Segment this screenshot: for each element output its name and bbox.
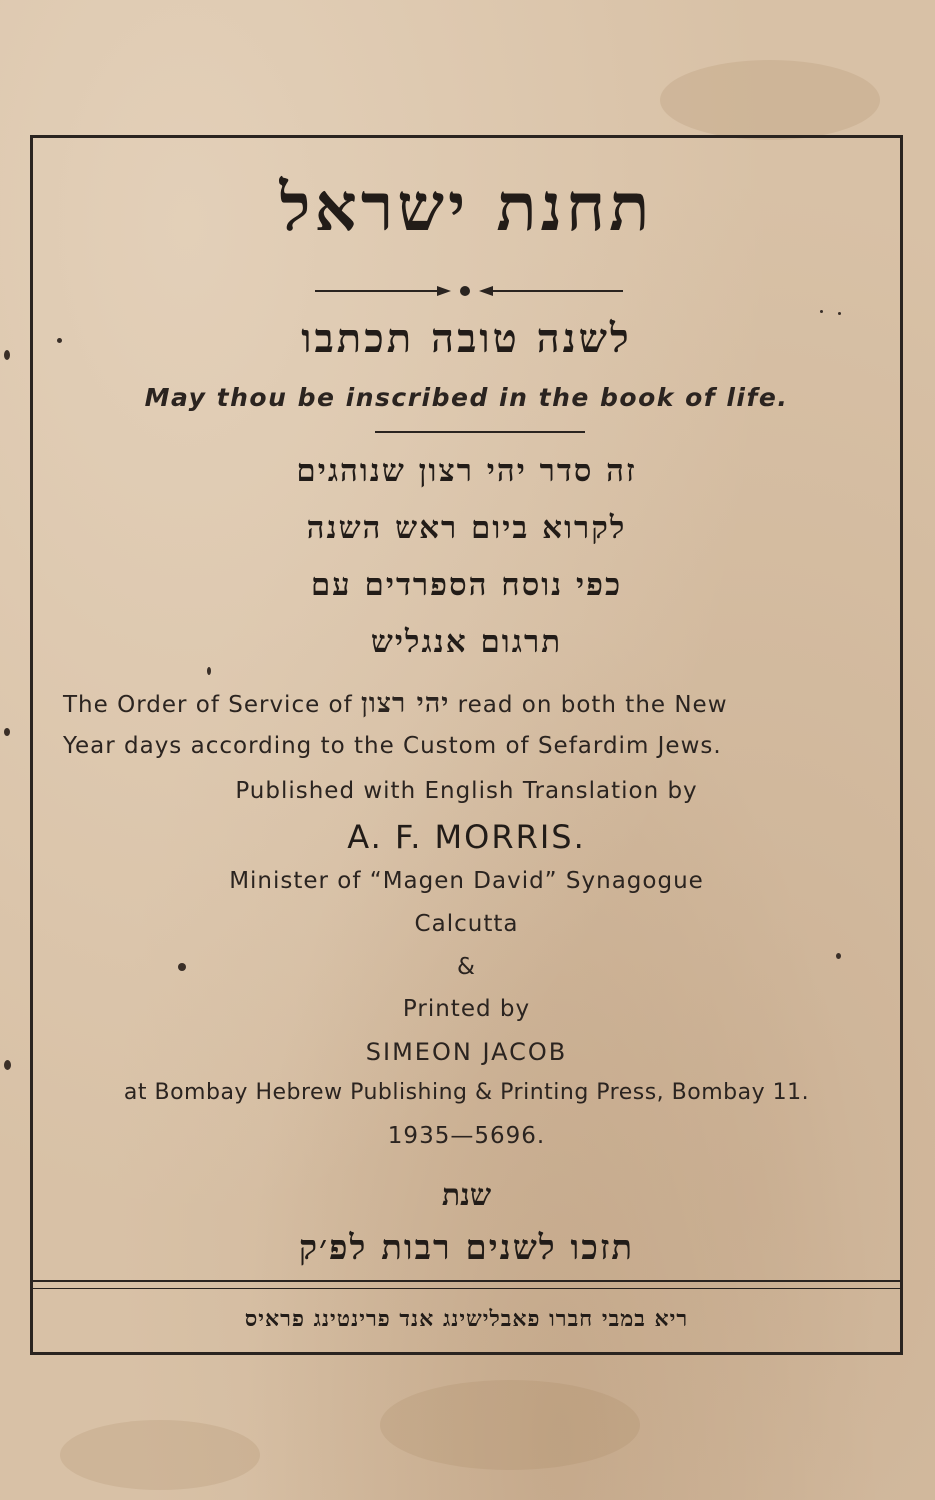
ink-speck [820, 310, 823, 313]
hebrew-line-4: תרגום אנגליש [370, 624, 563, 660]
ampersand: & [457, 954, 476, 980]
ink-speck [4, 350, 10, 360]
ink-speck [4, 1060, 11, 1070]
hebrew-line-2: לקרוא ביום ראש השנה [306, 510, 627, 546]
description-line-1-start: The Order of Service of [63, 692, 353, 718]
press-line: at Bombay Hebrew Publishing & Printing Press, Bombay 11. [123, 1080, 810, 1105]
ornament-divider [315, 281, 623, 301]
description-line-3: Published with English Translation by [235, 778, 698, 804]
hebrew-subtitle: לשנה טובה תכתבו [301, 315, 632, 362]
ink-speck [178, 963, 186, 971]
description-line-1-end: read on both the New [457, 692, 728, 718]
printer-name: SIMEON JACOB [365, 1038, 568, 1066]
paper-stain [60, 1420, 260, 1490]
ink-speck [4, 728, 10, 736]
ink-speck [207, 667, 211, 675]
short-rule [375, 431, 585, 433]
description-line-1-hebrew: יהי רצון [361, 688, 450, 719]
english-subtitle: May thou be inscribed in the book of life. [144, 383, 789, 412]
footer-hebrew: ריא במבי חברו פאבלישינג אנד פרינטינג פראיס [244, 1306, 689, 1332]
ink-speck [836, 953, 841, 959]
footer-rule-bottom [33, 1288, 900, 1289]
ink-speck [838, 312, 841, 315]
hebrew-line-1: זה סדר יהי רצון שנוהגים [296, 453, 637, 489]
hebrew-year-label: שנת [441, 1178, 492, 1213]
city: Calcutta [414, 911, 519, 937]
ink-speck [57, 338, 62, 343]
hebrew-title: תחנת ישראל [279, 168, 654, 246]
author-title: Minister of “Magen David” Synagogue [229, 868, 704, 894]
years: 1935—5696. [387, 1123, 546, 1149]
description-line-2: Year days according to the Custom of Sefardim Jews. [63, 733, 722, 759]
footer-rule-top [33, 1280, 900, 1282]
hebrew-line-3: כפי נוסח הספרדים עם [310, 567, 623, 603]
hebrew-year-phrase: תזכו לשנים רבות לפ׳ק [298, 1228, 635, 1268]
paper-stain [660, 60, 880, 140]
paper-stain [380, 1380, 640, 1470]
page-border [30, 135, 903, 1355]
printed-by-label: Printed by [402, 996, 531, 1022]
description-line-1 [63, 688, 728, 719]
author-name: A. F. MORRIS. [347, 818, 586, 856]
